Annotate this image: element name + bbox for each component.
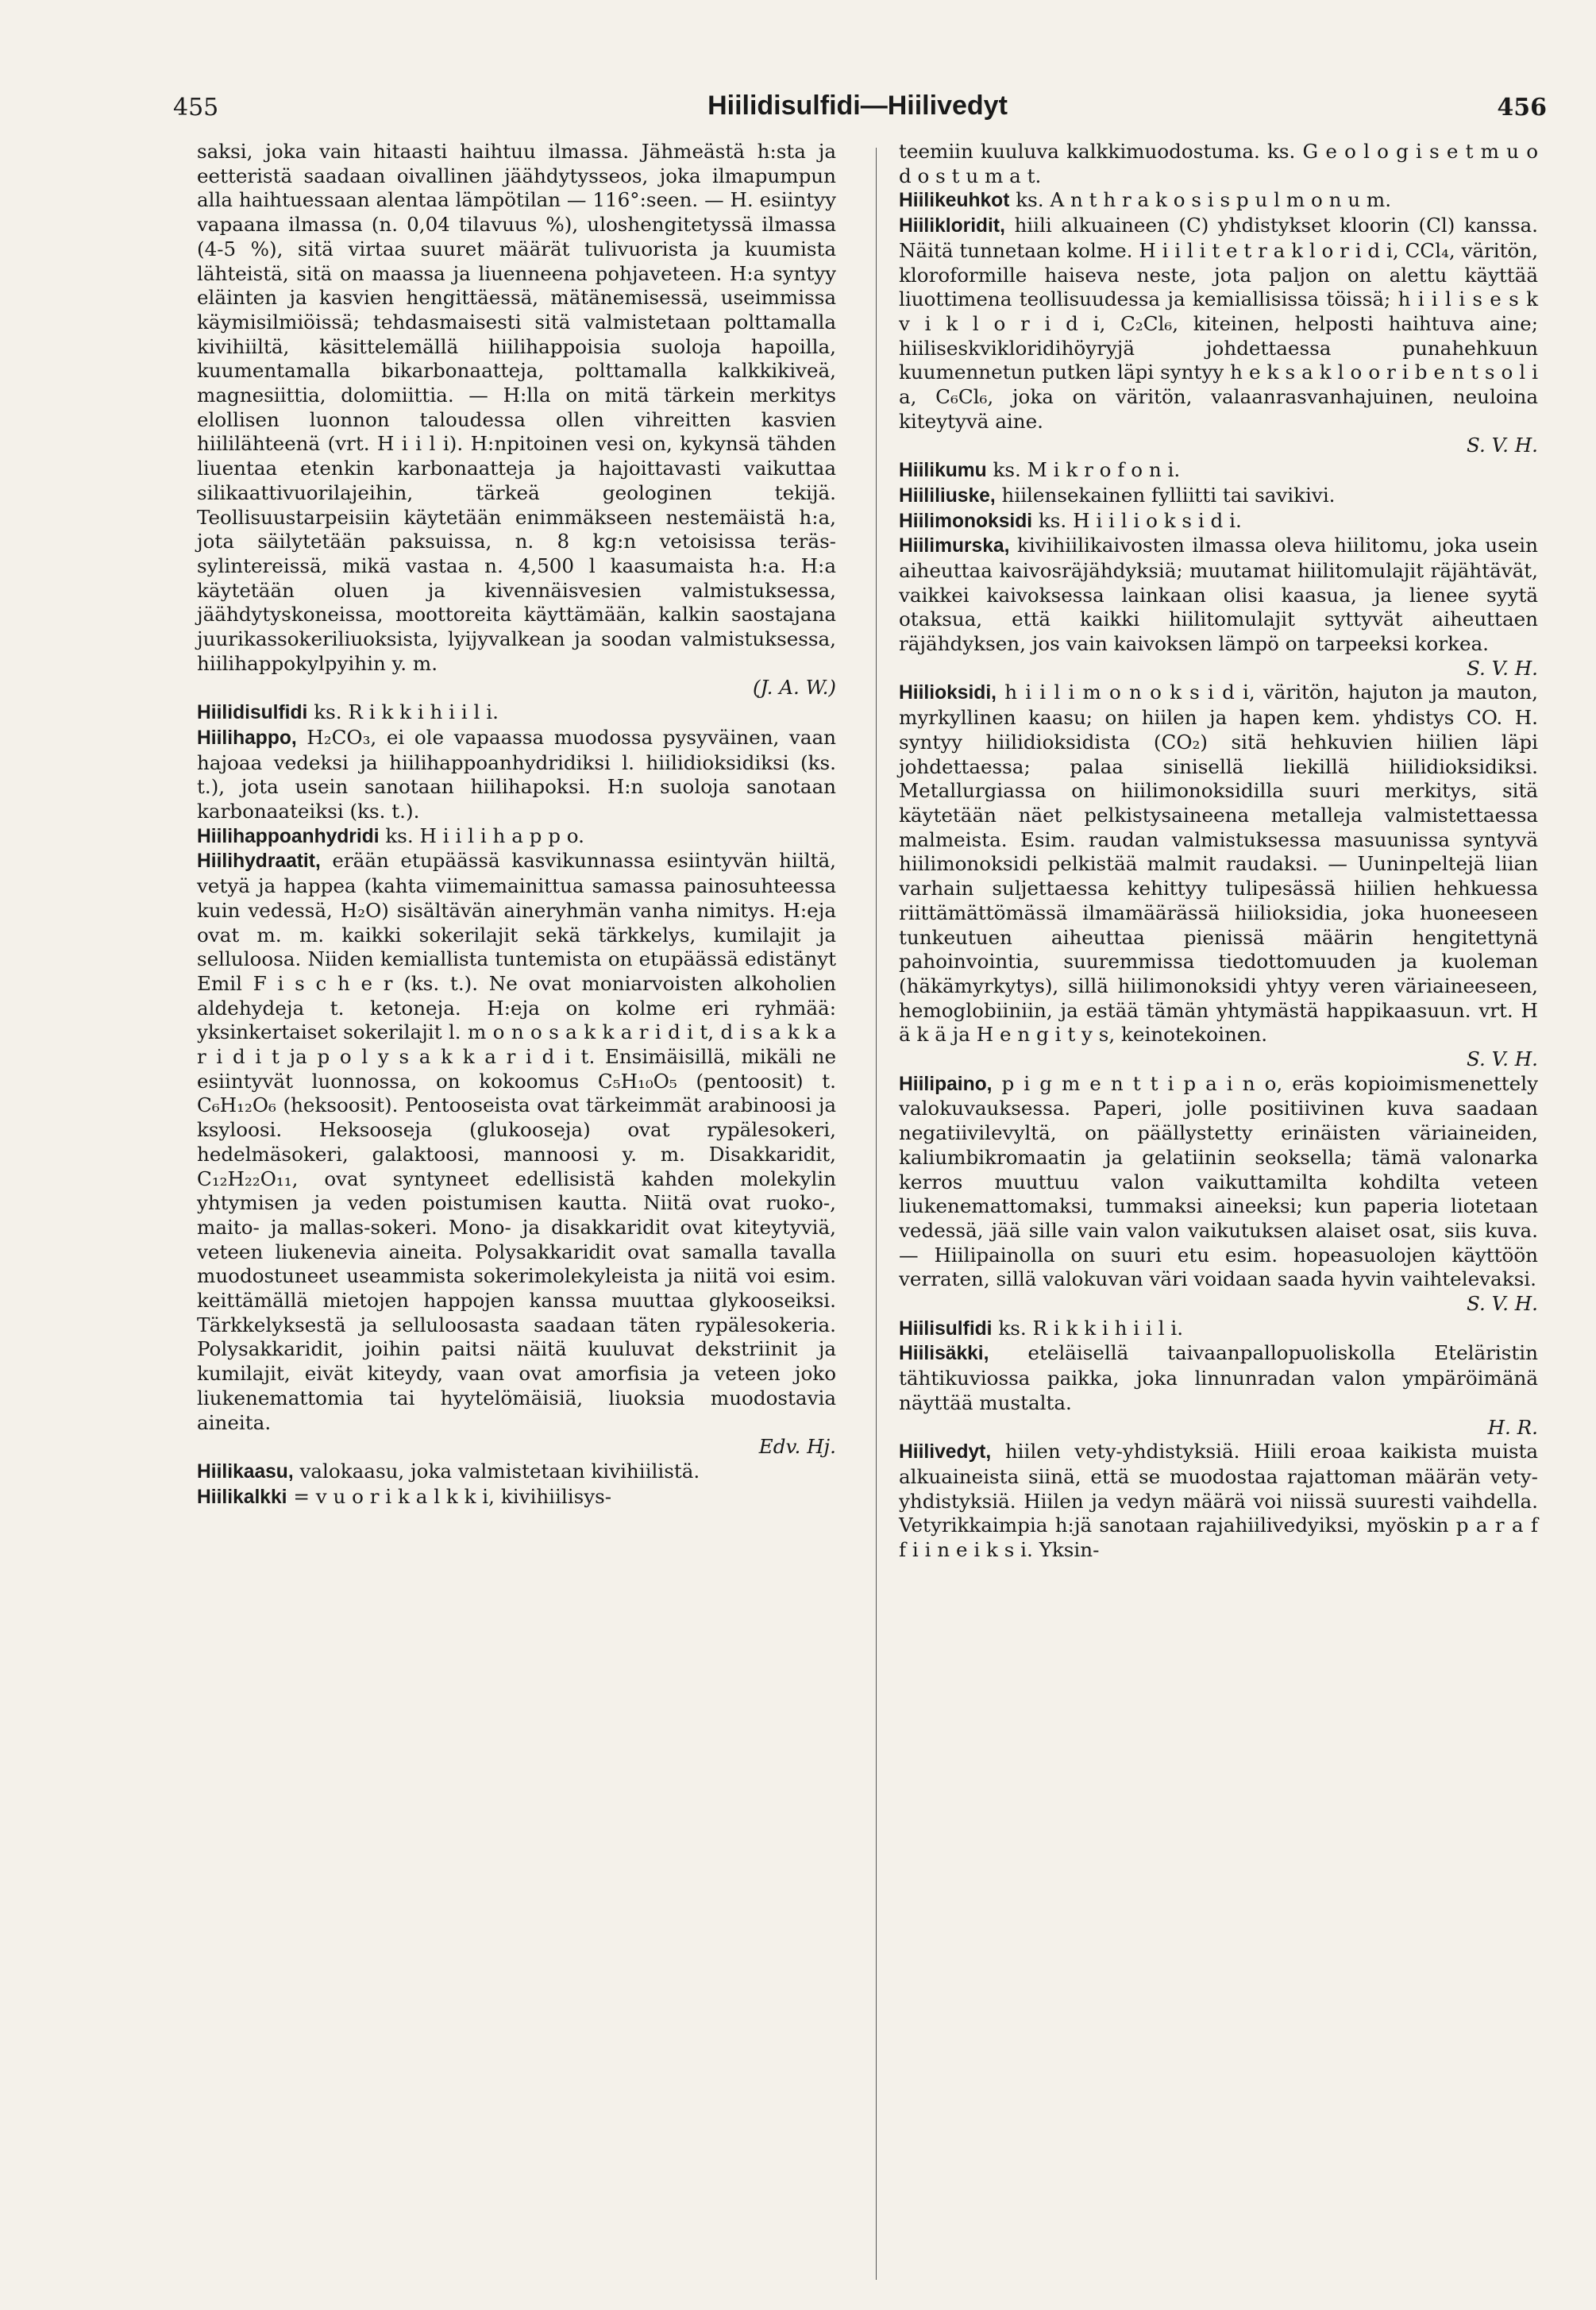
entry-text: hiili alkuaineen (C) yhdistykset kloorin (Cl) kanssa. Näitä tunnetaan kolme. H i i l i t e t r a k l o r i d i, CCl₄, väritön, kloroformille haiseva neste, jota paljon on alettu käyttää liuottimena teollisuudessa ja kemiallisissa töissä; h i i l i s e s k v i k l o r i d i, C₂Cl₆, kiteinen, helposti haihtuva aine; hiiliseskvikloridihöyryjä johdettaessa punahehkuun kuumennetun putken läpi syntyy h e k s a k l o o r i b e n t s o l i a, C₆Cl₆, joka on väritön, valaanrasvanhajuinen, neuloina kiteytyvä aine. (899, 214, 1539, 433)
dictionary-entry (899, 484, 1538, 509)
author-signature: (J. A. W.) (753, 676, 836, 700)
dictionary-entry (197, 726, 836, 824)
entry-headword: Hiilikalkki (197, 1486, 287, 1508)
entry-text: ks. H i i l i o k s i d i. (1038, 508, 1242, 532)
dictionary-entry (899, 188, 1538, 214)
entry-headword: Hiilikumu (899, 460, 987, 482)
entry-text: valokaasu, joka valmistetaan kivihiilistä. (299, 1459, 700, 1483)
entry-text: hiilen vety-yhdistyksiä. Hiili eroaa kaikista muista alkuaineista siinä, että se muodostaa rajattoman määrän vety-yhdistyksiä. Hiilen ja vedyn määrä voi niissä suuresti vaihdella. Vetyrikkaimpia h:jä sanotaan rajahiilivedyiksi, myöskin p a r a f f i i n e i k s i. Yksin- (899, 1440, 1538, 1562)
entry-text: p i g m e n t t i p a i n o, eräs kopioimismenettely valokuvauksessa. Paperi, jolle positiivinen kuva saadaan negatiivilevyltä, on päällystetty erinäisten väriaineiden, kaliumbikromaatin ja gelatiinin seoksella; tämä valonarka kerros muuttuu valon vaikuttamilta kohdilta veteen liukenemattomaksi, tummaksi aineeksi; kun paperia liotetaan vedessä, jää sille vain valon vaikutuksen alaiset osat, siis kuva. — Hiilipainolla on suuri etu esim. hopeasuolojen käyttöön verraten, sillä valokuvan väri voidaan saada hyvin vaihtelevaksi. (899, 1071, 1538, 1291)
dictionary-entry (197, 849, 836, 1460)
dictionary-entry (899, 458, 1538, 484)
dictionary-entry (899, 1341, 1538, 1440)
dictionary-entry (899, 1440, 1538, 1563)
dictionary-entry (197, 700, 836, 726)
author-signature: Edv. Hj. (758, 1435, 836, 1459)
entry-headword: Hiilivedyt, (899, 1441, 992, 1464)
entry-text: saksi, joka vain hitaasti haihtuu ilmassa. Jähmeästä h:sta ja eetteristä saadaan oivallinen jäähdytysseos, joka ilmapumpun alla haihtuessaan alentaa lämpötilan — 116°:seen. — H. esiintyy vapaana ilmassa (n. 0,04 tilavuus %), uloshengitetyssä ilmassa (4-5 %), sitä virtaa suuret määrät tulivuorista ja kuumista lähteistä, sitä on maassa ja liuenneena pohjaveteen. H:a syntyy eläinten ja kasvien hengittäessä, mätänemisessä, useimmissa käymisilmiöissä; tehdasmaisesti sitä valmistetaan polttamalla kivihiiltä, käsittelemällä hiilihappoisia suoloja hapoilla, kuumentamalla bikarbonaatteja, polttamalla kalkkikiveä, magnesiittia, dolomiittia. — H:lla on mitä tärkein merkitys elollisen luonnon taloudessa ollen vihreitten kasvien hiililähteenä (vrt. H i i l i). H:npitoinen vesi on, kykynsä tähden liuentaa etenkin karbonaatteja ja hajoittavasti vaikuttaa silikaattivuorilajeihin, tärkeä geologinen tekijä. Teollisuustarpeisiin käytetään enimmäkseen nestemäistä h:a, jota säilytetään paksuissa, n. 8 kg:n vetoisissa teräs-sylintereissä, mikä vastaa n. 4,500 l kaasumaista h:a. H:a käytetään oluen ja kivennäisvesien valmistuksessa, jäähdytyskoneissa, moottoreita käyttämään, kalkin saostajana juurikassokeriliuoksista, lyijyvalkean ja soodan valmistuksessa, hiilihappokylpyihin y. m. (197, 140, 836, 675)
entry-headword: Hiilihappo, (197, 727, 297, 749)
entry-headword: Hiilikaasu, (197, 1460, 294, 1483)
entry-text: = v u o r i k a l k k i, kivihiilisys- (293, 1484, 612, 1508)
entry-text: ks. H i i l i h a p p o. (385, 823, 584, 847)
entry-text: ks. A n t h r a k o s i s p u l m o n u m. (1016, 188, 1392, 212)
entry-headword: Hiilimurska, (899, 535, 1010, 557)
page-number-right: 456 (1497, 94, 1547, 121)
entry-headword: Hiilipaino, (899, 1073, 993, 1095)
author-signature: S. V. H. (1467, 1292, 1538, 1316)
entry-text: erään etupäässä kasvikunnassa esiintyvän hiiltä, vetyä ja happea (kahta viimemainittua samassa painosuhteessa kuin vedessä, H₂O) sisältävän aineryhmän vanha nimitys. H:eja ovat m. m. kaikki sokerilajit sekä tärkkelys, kumilajit ja selluloosa. Niiden kemiallista tuntemista on etupäässä edistänyt Emil F i s c h e r (ks. t.). Ne ovat moniarvoisten alkoholien aldehydeja t. ketoneja. H:eja on kolme eri ryhmää: yksinkertaiset sokerilajit l. m o n o s a k k a r i d i t, d i s a k k a r i d i t ja p o l y s a k k a r i d i t. Ensimäisillä, mikäli ne esiintyvät luonnossa, on kokoomus C₅H₁₀O₅ (pentoosit) t. C₆H₁₂O₆ (heksoosit). Pentooseista ovat tärkeimmät arabinoosi ja ksyloosi. Heksooseja (glukooseja) ovat rypälesokeri, hedelmäsokeri, galaktoosi, mannoosi y. m. Disakkaridit, C₁₂H₂₂O₁₁, ovat syntyneet edellisistä kahden molekylin yhtymisen ja veden poistumisen kautta. Niitä ovat ruoko-, maito- ja mallas-sokeri. Mono- ja disakkaridit ovat kiteytyviä, veteen liukenevia aineita. Polysakkaridit ovat samalla tavalla muodostuneet useammista sokerimolekyleista ja niitä voi esim. keittämällä mietojen happojen kanssa muuttaa glykooseiksi. Tärkkelyksestä ja selluloosasta saadaan täten rypälesokeria. Polysakkaridit, joihin paitsi näitä kuuluvat dekstriinit ja kumilajit, eivät kiteydy, vaan ovat amorfisia ja veteen joko liukenemattomia tai hyytelömäisiä, liuoksia muodostavia aineita. (197, 849, 836, 1434)
entry-text: teemiin kuuluva kalkkimuodostuma. ks. G e o l o g i s e t m u o d o s t u m a t. (899, 140, 1538, 187)
dictionary-entry (197, 1460, 836, 1485)
entry-headword: Hiilisulfidi (899, 1317, 993, 1340)
entry-headword: Hiilikeuhkot (899, 190, 1010, 212)
entry-text: ks. M i k r o f o n i. (993, 458, 1181, 482)
entry-text: hiilensekainen fylliitti tai savikivi. (1001, 483, 1336, 507)
dictionary-entry (197, 140, 836, 700)
dictionary-entry (899, 534, 1538, 681)
left-column (197, 140, 836, 1510)
entry-headword: Hiililiuske, (899, 484, 996, 507)
entry-text: h i i l i m o n o k s i d i, väritön, hajuton ja mauton, myrkyllinen kaasu; on hiilen ja hapen kem. yhdistys CO. H. syntyy hiilidioksidista (CO₂) sitä hehkuvien hiilien läpi johdettaessa; palaa sinisellä liekillä hiilidioksidiksi. Metallurgiassa on hiilimonoksidilla suuri merkitys, sitä käytetään näet pelkistysaineena metalleja valmistettaessa malmeista. Esim. raudan valmistuksessa masuunissa syntyvä hiilimonoksidi pelkistää malmit raudaksi. — Uuninpeltejä liian varhain suljettaessa kehittyy tulipesässä hiilien hehkuessa riittämättömässä ilmamäärässä hiilioksidia, joka huoneeseen tunkeutuen aiheuttaa pienissä määrin hengitettynä pahoinvointia, suuremmissa tiedottomuuden ja kuoleman (häkämyrkytys), sillä hiilimonoksidi yhtyy veren väriaineeseen, hemoglobiiniin, ja estää tämän yhtymästä happikaasuun. vrt. H ä k ä ja H e n g i t y s, keinotekoinen. (899, 681, 1538, 1047)
dictionary-entry (899, 1072, 1538, 1317)
entry-text: kivihiilikaivosten ilmassa oleva hiilitomu, joka usein aiheuttaa kaivosräjähdyksiä; muutamat hiilitomulajit räjähtävät, vaikkei kaivoksessa lainkaan olisi kaasua, ja lienee syytä otaksua, että kaikki hiilitomulajit syttyvät aiheuttaen räjähdyksen, jos vain kaivoksen lämpö on tarpeeksi korkea. (899, 534, 1538, 656)
author-signature: S. V. H. (1467, 1047, 1538, 1071)
entry-text: eteläisellä taivaanpallopuoliskolla Eteläristin tähtikuviossa paikka, joka linnunradan valon ympäröimänä näyttää mustalta. (899, 1341, 1538, 1414)
entry-text: ks. R i k k i h i i l i. (314, 700, 499, 724)
dictionary-entry (899, 1317, 1538, 1342)
right-column (899, 140, 1538, 1563)
author-signature: H. R. (1487, 1415, 1538, 1439)
author-signature: S. V. H. (1467, 656, 1538, 680)
author-signature: S. V. H. (1467, 434, 1538, 457)
dictionary-entry (197, 1485, 836, 1510)
dictionary-entry (899, 140, 1538, 188)
running-title: Hiilidisulfidi—Hiilivedyt (707, 91, 1008, 121)
entry-headword: Hiilimonoksidi (899, 510, 1033, 532)
entry-headword: Hiilihappoanhydridi (197, 825, 380, 847)
entry-text: H₂CO₃, ei ole vapaassa muodossa pysyväinen, vaan hajoaa vedeksi ja hiilihappoanhydridiksi l. hiilidioksidiksi (ks. t.), jota usein sanotaan hiilihapoksi. H:n suoloja sanotaan karbonaateiksi (ks. t.). (197, 725, 836, 823)
page-header (167, 89, 1548, 129)
dictionary-entry (197, 824, 836, 850)
entry-headword: Hiilisäkki, (899, 1343, 989, 1365)
entry-headword: Hiilidisulfidi (197, 702, 308, 724)
dictionary-entry (899, 681, 1538, 1071)
entry-headword: Hiilihydraatit, (197, 850, 321, 873)
dictionary-entry (899, 509, 1538, 534)
entry-headword: Hiilioksidi, (899, 682, 997, 704)
entry-headword: Hiilikloridit, (899, 215, 1005, 237)
column-divider (876, 148, 877, 2280)
dictionary-entry (899, 214, 1538, 458)
entry-text: ks. R i k k i h i i l i. (998, 1316, 1184, 1340)
page-number-left: 455 (173, 94, 219, 121)
